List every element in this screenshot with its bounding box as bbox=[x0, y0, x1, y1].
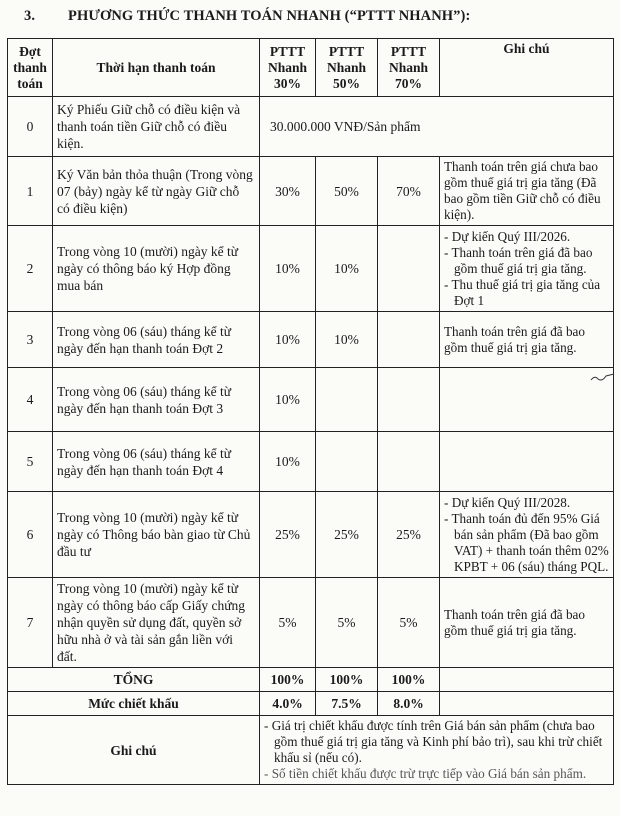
note-cell: Thanh toán trên giá đã bao gồm thuế giá trị gia tăng. bbox=[440, 578, 614, 668]
pttt-70-cell bbox=[378, 226, 440, 312]
header-pttt-30: PTTT Nhanh 30% bbox=[260, 39, 316, 97]
footnote-list bbox=[264, 718, 609, 782]
footnote-label: Ghi chú bbox=[8, 716, 260, 785]
table-row bbox=[8, 312, 614, 368]
deadline-cell: Trong vòng 10 (mười) ngày kể từ ngày có thông báo cấp Giấy chứng nhận quyền sử dụng đất, quyền sở hữu nhà ở và tài sản gắn liền với đất. bbox=[53, 578, 260, 668]
installment-cell: 7 bbox=[8, 578, 53, 668]
installment-cell: 0 bbox=[8, 97, 53, 157]
pttt-70-cell: 5% bbox=[378, 578, 440, 668]
table-row bbox=[8, 157, 614, 226]
total-note-cell bbox=[440, 668, 614, 692]
note-cell bbox=[440, 492, 614, 578]
pttt-50-cell: 5% bbox=[316, 578, 378, 668]
note-list bbox=[444, 229, 609, 309]
header-pttt-70: PTTT Nhanh 70% bbox=[378, 39, 440, 97]
pttt-70-cell: 70% bbox=[378, 157, 440, 226]
total-row bbox=[8, 668, 614, 692]
deadline-cell: Trong vòng 06 (sáu) tháng kể từ ngày đến hạn thanh toán Đợt 3 bbox=[53, 368, 260, 432]
note-cell bbox=[440, 432, 614, 492]
note-item: - Thu thuế giá trị gia tăng của Đợt 1 bbox=[444, 277, 609, 309]
note-cell bbox=[440, 368, 614, 432]
note-item: - Thanh toán trên giá đã bao gồm thuế giá trị gia tăng. bbox=[444, 245, 609, 277]
pttt-30-cell: 10% bbox=[260, 368, 316, 432]
pttt-30-cell: 10% bbox=[260, 312, 316, 368]
header-installment: Đợt thanh toán bbox=[8, 39, 53, 97]
pttt-70-cell bbox=[378, 368, 440, 432]
header-pttt-50: PTTT Nhanh 50% bbox=[316, 39, 378, 97]
discount-row bbox=[8, 692, 614, 716]
installment-cell: 6 bbox=[8, 492, 53, 578]
pttt-50-cell bbox=[316, 432, 378, 492]
pttt-30-cell: 10% bbox=[260, 432, 316, 492]
discount-pttt-30: 4.0% bbox=[260, 692, 316, 716]
table-row bbox=[8, 368, 614, 432]
pttt-30-cell: 10% bbox=[260, 226, 316, 312]
pttt-50-cell: 10% bbox=[316, 312, 378, 368]
total-pttt-70: 100% bbox=[378, 668, 440, 692]
footnote-cell bbox=[260, 716, 614, 785]
pttt-50-cell: 50% bbox=[316, 157, 378, 226]
deadline-cell: Trong vòng 10 (mười) ngày kể từ ngày có Thông báo bàn giao từ Chủ đầu tư bbox=[53, 492, 260, 578]
pttt-30-cell: 30% bbox=[260, 157, 316, 226]
note-cell: Thanh toán trên giá chưa bao gồm thuế giá trị gia tăng (Đã bao gồm tiền Giữ chỗ có điều kiện). bbox=[440, 157, 614, 226]
note-cell: Thanh toán trên giá đã bao gồm thuế giá trị gia tăng. bbox=[440, 312, 614, 368]
pttt-70-cell bbox=[378, 432, 440, 492]
installment-cell: 3 bbox=[8, 312, 53, 368]
pttt-50-cell bbox=[316, 368, 378, 432]
note-cell bbox=[440, 226, 614, 312]
header-deadline: Thời hạn thanh toán bbox=[53, 39, 260, 97]
pttt-70-cell bbox=[378, 312, 440, 368]
footnote-item: - Giá trị chiết khấu được tính trên Giá bán sản phẩm (chưa bao gồm thuế giá trị gia tăng và Kinh phí bảo trì), sau khi trừ chiết khấu sỉ (nếu có). bbox=[264, 718, 609, 766]
section-heading bbox=[24, 8, 470, 25]
total-pttt-30: 100% bbox=[260, 668, 316, 692]
total-label: TỔNG bbox=[8, 668, 260, 692]
note-item: - Dự kiến Quý III/2026. bbox=[444, 229, 609, 245]
table-row bbox=[8, 226, 614, 312]
installment-cell: 4 bbox=[8, 368, 53, 432]
installment-cell: 5 bbox=[8, 432, 53, 492]
handwritten-tick-mark bbox=[590, 371, 616, 383]
header-note: Ghi chú bbox=[440, 39, 614, 97]
merged-amount-cell: 30.000.000 VNĐ/Sản phẩm bbox=[260, 97, 614, 157]
pttt-70-cell: 25% bbox=[378, 492, 440, 578]
discount-pttt-70: 8.0% bbox=[378, 692, 440, 716]
installment-cell: 1 bbox=[8, 157, 53, 226]
table-row bbox=[8, 578, 614, 668]
discount-label: Mức chiết khấu bbox=[8, 692, 260, 716]
pttt-30-cell: 25% bbox=[260, 492, 316, 578]
note-item: - Dự kiến Quý III/2028. bbox=[444, 495, 609, 511]
footnote-row bbox=[8, 716, 614, 785]
footnote-item: - Số tiền chiết khấu được trừ trực tiếp vào Giá bán sản phẩm. bbox=[264, 766, 609, 782]
deadline-cell: Ký Văn bản thỏa thuận (Trong vòng 07 (bảy) ngày kể từ ngày Giữ chỗ có điều kiện) bbox=[53, 157, 260, 226]
pttt-50-cell: 10% bbox=[316, 226, 378, 312]
discount-pttt-50: 7.5% bbox=[316, 692, 378, 716]
table-row bbox=[8, 97, 614, 157]
deadline-cell: Ký Phiếu Giữ chỗ có điều kiện và thanh toán tiền Giữ chỗ có điều kiện. bbox=[53, 97, 260, 157]
table-row bbox=[8, 492, 614, 578]
table-header-row bbox=[8, 39, 614, 97]
pttt-30-cell: 5% bbox=[260, 578, 316, 668]
deadline-cell: Trong vòng 06 (sáu) tháng kể từ ngày đến hạn thanh toán Đợt 4 bbox=[53, 432, 260, 492]
installment-cell: 2 bbox=[8, 226, 53, 312]
payment-schedule-table bbox=[7, 38, 614, 785]
deadline-cell: Trong vòng 06 (sáu) tháng kể từ ngày đến hạn thanh toán Đợt 2 bbox=[53, 312, 260, 368]
discount-note-cell bbox=[440, 692, 614, 716]
pttt-50-cell: 25% bbox=[316, 492, 378, 578]
note-item: - Thanh toán đủ đến 95% Giá bán sản phẩm (Đã bao gồm VAT) + thanh toán thêm 02% KPBT + 06 (sáu) tháng PQL. bbox=[444, 511, 609, 575]
table-row bbox=[8, 432, 614, 492]
section-number: 3. bbox=[24, 8, 36, 24]
section-title: PHƯƠNG THỨC THANH TOÁN NHANH (“PTTT NHANH”): bbox=[68, 8, 471, 24]
deadline-cell: Trong vòng 10 (mười) ngày kể từ ngày có thông báo ký Hợp đồng mua bán bbox=[53, 226, 260, 312]
total-pttt-50: 100% bbox=[316, 668, 378, 692]
note-list bbox=[444, 495, 609, 575]
